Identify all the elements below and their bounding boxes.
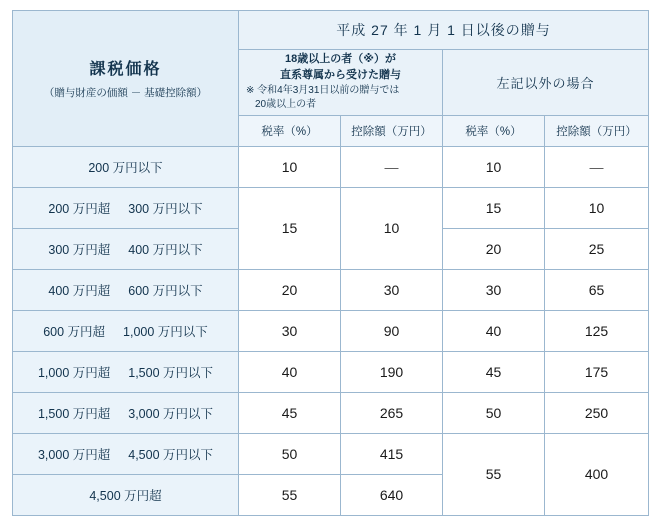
cell-other-deduction: 250: [545, 392, 649, 433]
row-label: [13, 392, 239, 433]
table-row: [13, 310, 649, 351]
cell-other-deduction: 65: [545, 269, 649, 310]
table-row: [13, 351, 649, 392]
row-label-lower: 1,000 万円超: [37, 365, 111, 380]
row-label-lower: 200 万円超: [48, 201, 111, 216]
row-label-upper: 400 万円以下: [128, 242, 203, 257]
header-lineal-ascendant-gift: [239, 50, 443, 116]
cell-other-rate: 45: [443, 351, 545, 392]
row-label-upper: 4,500 万円以下: [128, 447, 214, 462]
cell-special-deduction: 640: [341, 474, 443, 515]
row-label: [13, 351, 239, 392]
cell-special-rate: 55: [239, 474, 341, 515]
cell-special-deduction: 90: [341, 310, 443, 351]
cell-special-deduction: 265: [341, 392, 443, 433]
cell-special-rate: 30: [239, 310, 341, 351]
cell-special-rate: 40: [239, 351, 341, 392]
header-taxable-price-title: 課税価格: [89, 61, 162, 79]
row-label-upper: 300 万円以下: [128, 201, 203, 216]
table-row: [13, 146, 649, 187]
header-special-rate: 税率（%）: [239, 115, 341, 146]
header-other-rate: 税率（%）: [443, 115, 545, 146]
row-label: [13, 433, 239, 474]
row-label-upper: 1,000 万円以下: [123, 324, 208, 339]
header-taxable-price-subtitle: （贈与財産の価額 － 基礎控除額）: [43, 87, 208, 100]
row-label-upper: 3,000 万円以下: [128, 406, 214, 421]
header-taxable-price: [13, 11, 239, 147]
row-label-lower: 3,000 万円超: [37, 447, 111, 462]
cell-special-deduction: 415: [341, 433, 443, 474]
cell-other-rate: 15: [443, 187, 545, 228]
cell-special-deduction: 10: [341, 187, 443, 269]
cell-other-rate: 40: [443, 310, 545, 351]
row-label: [13, 269, 239, 310]
cell-special-rate: 10: [239, 146, 341, 187]
cell-other-rate: 50: [443, 392, 545, 433]
row-label: [13, 474, 239, 515]
row-label-lower: 600 万円超: [43, 324, 106, 339]
cell-special-deduction: —: [341, 146, 443, 187]
header-other-deduction: 控除額（万円）: [545, 115, 649, 146]
header-main-title: 平成 27 年 1 月 1 日以後の贈与: [239, 11, 649, 50]
row-label: [13, 228, 239, 269]
table-header-row-1: [13, 11, 649, 50]
row-label-upper: 600 万円以下: [128, 283, 203, 298]
cell-other-rate: 55: [443, 433, 545, 515]
cell-special-rate: 45: [239, 392, 341, 433]
header-other-cases: 左記以外の場合: [443, 50, 649, 116]
row-label: [13, 310, 239, 351]
row-label-lower: 300 万円超: [48, 242, 111, 257]
row-label-lower: 400 万円超: [48, 283, 111, 298]
cell-special-rate: 20: [239, 269, 341, 310]
cell-other-deduction: 10: [545, 187, 649, 228]
cell-other-deduction: —: [545, 146, 649, 187]
cell-special-rate: 50: [239, 433, 341, 474]
cell-special-deduction: 190: [341, 351, 443, 392]
cell-special-rate: 15: [239, 187, 341, 269]
cell-other-deduction: 400: [545, 433, 649, 515]
row-label: [13, 146, 239, 187]
table-row: [13, 187, 649, 228]
cell-other-rate: 20: [443, 228, 545, 269]
cell-special-deduction: 30: [341, 269, 443, 310]
header-special-deduction: 控除額（万円）: [341, 115, 443, 146]
table-row: [13, 392, 649, 433]
row-label: [13, 187, 239, 228]
cell-other-deduction: 125: [545, 310, 649, 351]
cell-other-deduction: 175: [545, 351, 649, 392]
gift-tax-rate-table: [12, 10, 649, 516]
header-special-line1: 18歳以上の者（※）が: [285, 53, 396, 65]
header-special-line2: 直系尊属から受けた贈与: [280, 68, 401, 81]
table-row: [13, 433, 649, 474]
header-special-note2: 20歳以上の者: [255, 99, 317, 111]
row-label-lower: 1,500 万円超: [37, 406, 111, 421]
row-label-lower: 200 万円以下: [88, 160, 163, 175]
cell-other-rate: 10: [443, 146, 545, 187]
cell-other-rate: 30: [443, 269, 545, 310]
row-label-upper: 1,500 万円以下: [128, 365, 214, 380]
cell-other-deduction: 25: [545, 228, 649, 269]
table-row: [13, 269, 649, 310]
row-label-lower: 4,500 万円超: [89, 488, 162, 503]
header-special-note: ※ 令和4年3月31日以前の贈与では: [246, 84, 400, 96]
